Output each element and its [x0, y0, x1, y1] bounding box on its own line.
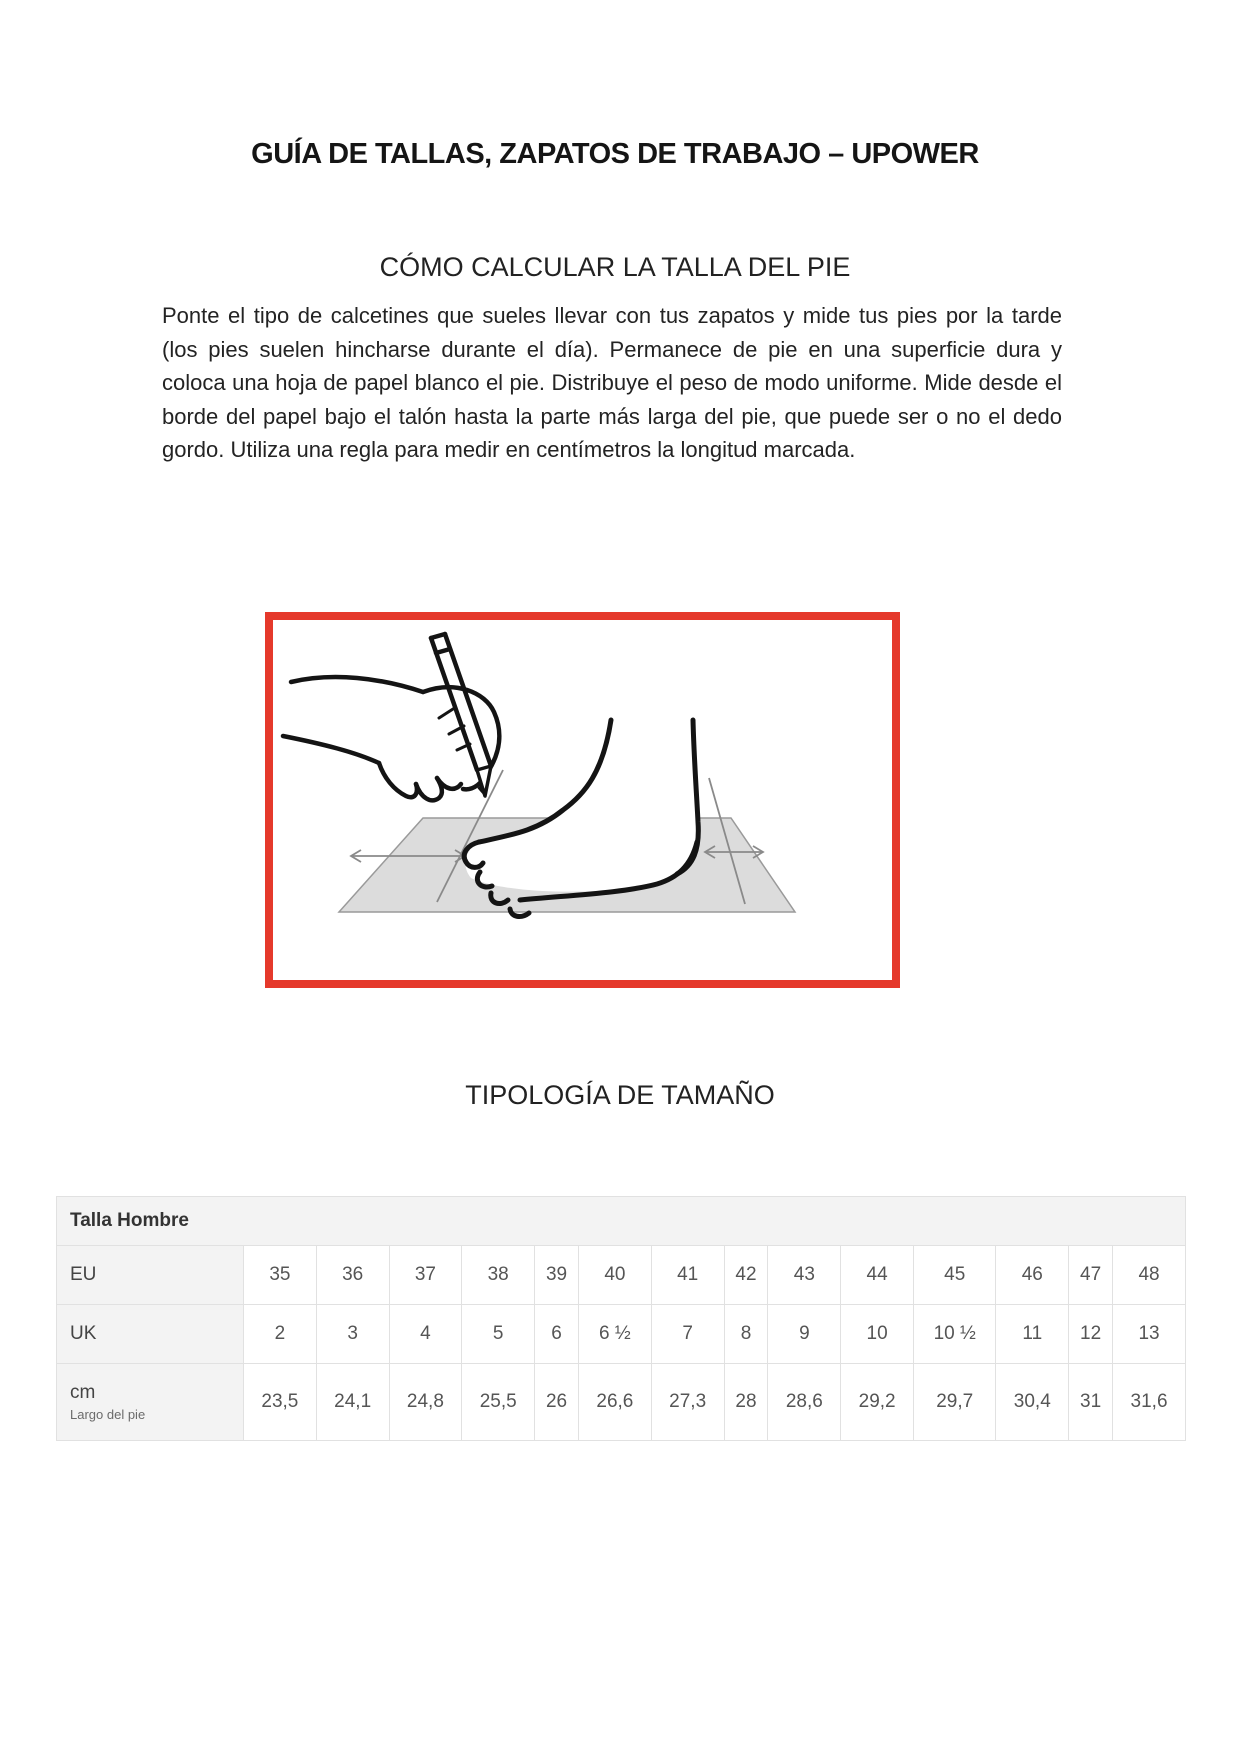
- size-value: 24,8: [389, 1364, 462, 1441]
- size-table-row-eu: [57, 1246, 1186, 1305]
- size-value: 37: [389, 1246, 462, 1305]
- size-value: 12: [1069, 1305, 1113, 1364]
- how-to-measure-paragraph: Ponte el tipo de calcetines que sueles llevar con tus zapatos y mide tus pies por la tarde (los pies suelen hincharse durante el día). Permanece de pie en una superficie dura y coloca una hoja de papel blanco el pie. Distribuye el peso de modo uniforme. Mide desde el borde del papel bajo el talón hasta la parte más larga del pie, que puede ser o no el dedo gordo. Utiliza una regla para medir en centímetros la longitud marcada.: [162, 303, 1062, 462]
- size-value: 38: [462, 1246, 535, 1305]
- size-value: 5: [462, 1305, 535, 1364]
- size-value: 7: [651, 1305, 724, 1364]
- size-value: 43: [768, 1246, 841, 1305]
- size-value: 13: [1113, 1305, 1186, 1364]
- size-value: 48: [1113, 1246, 1186, 1305]
- size-value: 24,1: [316, 1364, 389, 1441]
- size-value: 36: [316, 1246, 389, 1305]
- size-value: 42: [724, 1246, 768, 1305]
- size-value: 35: [244, 1246, 317, 1305]
- size-table-title: Talla Hombre: [57, 1197, 1186, 1246]
- size-value: 8: [724, 1305, 768, 1364]
- size-value: 28,6: [768, 1364, 841, 1441]
- page-title: GUÍA DE TALLAS, ZAPATOS DE TRABAJO – UPOWER: [251, 138, 979, 170]
- size-table: [56, 1196, 1186, 1441]
- size-value: 3: [316, 1305, 389, 1364]
- size-value: 10: [841, 1305, 914, 1364]
- size-value: 9: [768, 1305, 841, 1364]
- foot-measurement-illustration: [265, 612, 900, 988]
- size-table-title-row: [57, 1197, 1186, 1246]
- size-value: 47: [1069, 1246, 1113, 1305]
- size-value: 26: [535, 1364, 579, 1441]
- size-value: 30,4: [996, 1364, 1069, 1441]
- hand-with-pencil: [283, 634, 499, 800]
- size-typology-heading: TIPOLOGÍA DE TAMAÑO: [465, 1080, 775, 1110]
- foot-measurement-drawing: [273, 620, 892, 980]
- size-value: 6 ½: [579, 1305, 652, 1364]
- size-value: 29,2: [841, 1364, 914, 1441]
- size-value: 31: [1069, 1364, 1113, 1441]
- size-value: 26,6: [579, 1364, 652, 1441]
- size-value: 45: [914, 1246, 996, 1305]
- size-value: 10 ½: [914, 1305, 996, 1364]
- size-value: 11: [996, 1305, 1069, 1364]
- size-value: 29,7: [914, 1364, 996, 1441]
- row-label-eu: EU: [57, 1246, 244, 1305]
- size-value: 40: [579, 1246, 652, 1305]
- row-label-uk: UK: [57, 1305, 244, 1364]
- size-value: 2: [244, 1305, 317, 1364]
- size-value: 27,3: [651, 1364, 724, 1441]
- size-table-row-uk: [57, 1305, 1186, 1364]
- size-value: 44: [841, 1246, 914, 1305]
- size-value: 46: [996, 1246, 1069, 1305]
- size-value: 6: [535, 1305, 579, 1364]
- size-value: 39: [535, 1246, 579, 1305]
- size-value: 25,5: [462, 1364, 535, 1441]
- size-table-row-cm: [57, 1364, 1186, 1441]
- size-value: 41: [651, 1246, 724, 1305]
- row-sublabel: Largo del pie: [70, 1407, 146, 1422]
- how-to-measure-heading: CÓMO CALCULAR LA TALLA DEL PIE: [379, 252, 851, 282]
- size-value: 23,5: [244, 1364, 317, 1441]
- row-label-cm: cm Largo del pie: [57, 1364, 244, 1441]
- size-value: 4: [389, 1305, 462, 1364]
- size-value: 31,6: [1113, 1364, 1186, 1441]
- size-value: 28: [724, 1364, 768, 1441]
